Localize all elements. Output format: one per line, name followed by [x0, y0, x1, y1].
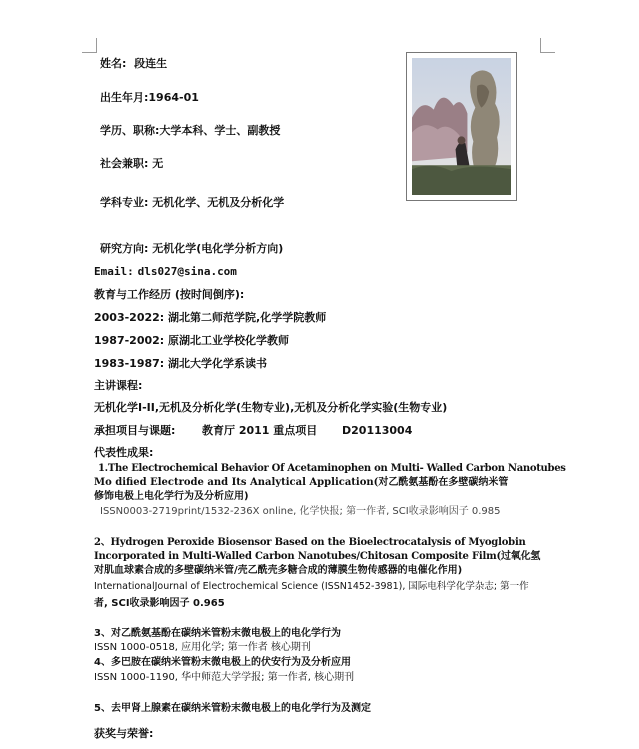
paper-2-source-cont: 者, SCI收录影响因子 0.965	[94, 598, 225, 609]
crop-mark-top-left	[82, 38, 97, 53]
birth-row: 出生年月:1964-01	[100, 91, 199, 104]
paper-4-source: ISSN 1000-1190, 华中师范大学学报; 第一作者, 核心期刊	[94, 672, 355, 683]
name-value: 段连生	[134, 57, 168, 70]
achievements-heading: 代表性成果:	[94, 446, 154, 459]
paper-3-source: ISSN 1000-0518, 应用化学; 第一作者 核心期刊	[94, 642, 311, 653]
paper-1-title-cont: Mo dified Electrode and Its Analytical Application(对乙酰氨基酚在多壁碳纳米管	[94, 477, 509, 488]
research-row: 研究方向: 无机化学(电化学分析方向)	[100, 242, 284, 255]
profile-photo	[406, 52, 517, 201]
experience-item: 1983-1987: 湖北大学化学系读书	[94, 357, 268, 370]
portrait-image	[412, 58, 511, 195]
paper-2-title-cn: 对肌血球素合成的多壁碳纳米管/壳乙酰壳多糖合成的薄膜生物传感器的电催化作用)	[94, 565, 463, 576]
email-label: Email:	[94, 265, 134, 278]
courses-heading: 主讲课程:	[94, 379, 143, 392]
paper-4-title: 4、多巴胺在碳纳米管粉末微电极上的伏安行为及分析应用	[94, 657, 351, 668]
paper-2-title: 2、Hydrogen Peroxide Biosensor Based on the Bioelectrocatalysis of Myoglobin	[94, 537, 526, 548]
project-item: 教育厅 2011 重点项目	[202, 424, 318, 437]
paper-1-title: 1.The Electrochemical Behavior Of Acetaminophen on Multi- Walled Carbon Nanotubes	[98, 463, 566, 474]
email-value: dls027@sina.com	[137, 265, 237, 278]
name-label: 姓名:	[100, 57, 127, 70]
paper-3-title: 3、对乙酰氨基酚在碳纳米管粉末微电极上的电化学行为	[94, 628, 341, 639]
courses-text: 无机化学I-II,无机及分析化学(生物专业),无机及分析化学实验(生物专业)	[94, 401, 448, 414]
experience-item: 1987-2002: 原湖北工业学校化学教师	[94, 334, 290, 347]
crop-mark-top-right	[540, 38, 555, 53]
paper-2-title-cont: Incorporated in Multi-Walled Carbon Nanotubes/Chitosan Composite Film(过氧化氢	[94, 551, 541, 562]
awards-heading: 获奖与荣誉:	[94, 727, 154, 740]
projects-heading: 承担项目与课题:	[94, 424, 176, 437]
project-code: D20113004	[342, 424, 413, 437]
email-row	[94, 265, 237, 278]
paper-2-source: InternationalJournal of Electrochemical Science (ISSN1452-3981), 国际电科学化学杂志; 第一作	[94, 581, 529, 592]
paper-5-title: 5、去甲肾上腺素在碳纳米管粉末微电极上的电化学行为及测定	[94, 703, 371, 714]
discipline-row: 学科专业: 无机化学、无机及分析化学	[100, 196, 285, 209]
name-row	[100, 57, 167, 70]
experience-item: 2003-2022: 湖北第二师范学院,化学学院教师	[94, 311, 327, 324]
paper-1-source: ISSN0003-2719print/1532-236X online, 化学快报; 第一作者, SCI收录影响因子 0.985	[100, 506, 501, 517]
social-row: 社会兼职: 无	[100, 157, 164, 170]
paper-1-title-cn: 修饰电极上电化学行为及分析应用)	[94, 491, 249, 502]
education-row: 学历、职称:大学本科、学士、副教授	[100, 124, 281, 137]
experience-heading: 教育与工作经历 (按时间倒序):	[94, 288, 245, 301]
projects-row	[94, 424, 175, 437]
